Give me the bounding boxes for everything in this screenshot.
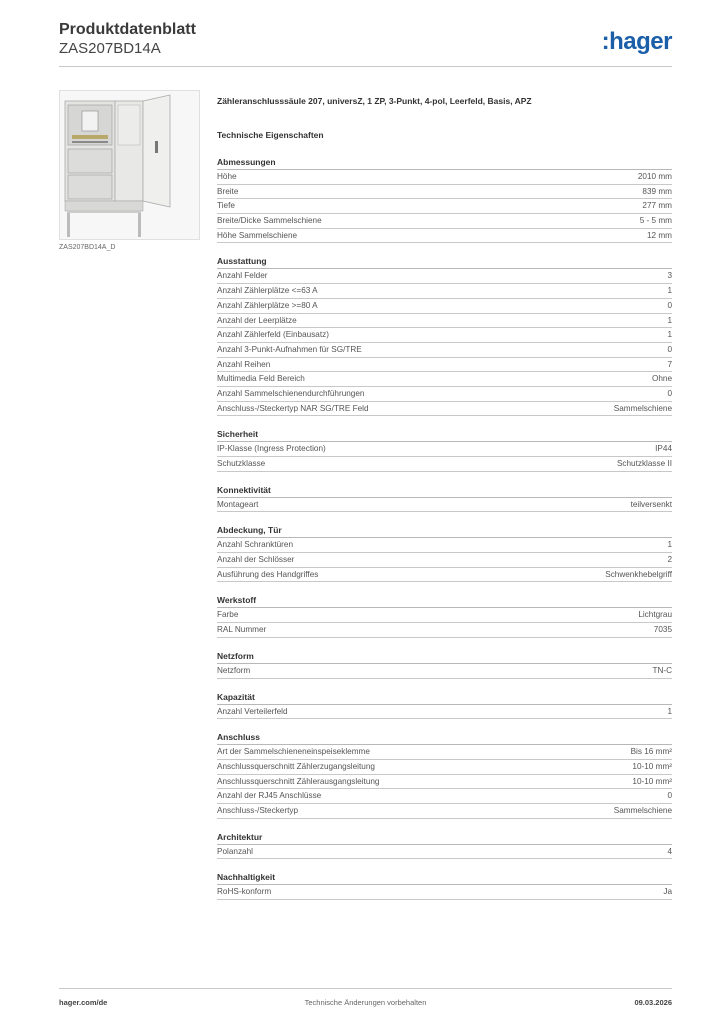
image-caption: ZAS207BD14A_D [59, 244, 116, 251]
property-section [217, 691, 672, 720]
meter-cabinet-illustration [60, 91, 199, 239]
property-sections [217, 156, 672, 900]
property-label: Höhe Sammelschiene [217, 230, 298, 240]
property-row [217, 664, 672, 679]
property-section [217, 484, 672, 513]
property-label: Höhe [217, 172, 237, 181]
property-section [217, 428, 672, 471]
property-label: Anschlussquerschnitt Zählerzugangsleitung [217, 761, 375, 771]
property-label: Anzahl Felder [217, 271, 268, 281]
property-label: IP-Klasse (Ingress Protection) [217, 444, 326, 454]
property-value: 839 mm [642, 186, 672, 196]
property-value: 12 mm [646, 230, 672, 240]
footer-website[interactable]: hager.com/de [59, 998, 108, 1007]
property-row [217, 229, 672, 244]
document-title: Produktdatenblatt [59, 21, 196, 38]
property-value: 4 [667, 846, 672, 856]
article-number: ZAS207BD14A [59, 40, 161, 57]
property-label: Breite [217, 186, 239, 196]
property-label: Farbe [217, 610, 239, 620]
property-row [217, 760, 672, 775]
hager-logo-text: :hager [601, 28, 672, 55]
property-row [217, 845, 672, 860]
property-row [217, 568, 672, 583]
property-row [217, 299, 672, 314]
technical-properties-heading: Technische Eigenschaften [217, 130, 324, 140]
property-value: IP44 [655, 444, 672, 454]
property-row [217, 328, 672, 343]
property-label: RoHS-konform [217, 887, 272, 897]
property-section [217, 524, 672, 582]
product-description: Zähleranschlusssäule 207, universZ, 1 ZP, 3-Punkt, 4-pol, Leerfeld, Basis, APZ [217, 96, 532, 106]
property-label: RAL Nummer [217, 625, 267, 635]
property-label: Anzahl Schranktüren [217, 540, 294, 550]
property-row [217, 284, 672, 299]
property-label: Anzahl der RJ45 Anschlüsse [217, 791, 322, 801]
property-label: Multimedia Feld Bereich [217, 374, 305, 384]
product-image [59, 90, 200, 240]
property-label: Anzahl Reihen [217, 359, 271, 369]
property-value: 2010 mm [637, 172, 672, 181]
property-row [217, 170, 672, 185]
property-label: Anschlussquerschnitt Zählerausgangsleitung [217, 776, 380, 786]
property-value: 10-10 mm² [632, 776, 672, 786]
property-row [217, 775, 672, 790]
property-value: 1 [667, 706, 672, 716]
section-title: Anschluss [217, 731, 672, 745]
property-row [217, 343, 672, 358]
property-label: Anzahl der Leerplätze [217, 315, 297, 325]
property-label: Anschluss-/Steckertyp [217, 805, 298, 815]
property-row [217, 358, 672, 373]
page-header [59, 20, 672, 58]
property-section [217, 831, 672, 860]
property-label: Ausführung des Handgriffes [217, 569, 319, 579]
section-title: Sicherheit [217, 428, 672, 442]
property-label: Anschluss-/Steckertyp NAR SG/TRE Feld [217, 403, 369, 413]
property-value: 0 [667, 791, 672, 801]
property-label: Anzahl Zählerfeld (Einbausatz) [217, 330, 329, 340]
property-row [217, 387, 672, 402]
footer-disclaimer: Technische Änderungen vorbehalten [304, 998, 427, 1007]
property-row [217, 185, 672, 200]
property-row [217, 804, 672, 819]
property-row [217, 442, 672, 457]
property-value: 10-10 mm² [632, 761, 672, 771]
property-section [217, 871, 672, 900]
section-title: Nachhaltigkeit [217, 871, 672, 885]
property-label: Anzahl Verteilerfeld [217, 706, 288, 716]
property-row [217, 608, 672, 623]
property-row [217, 553, 672, 568]
property-row [217, 705, 672, 720]
property-label: Anzahl Sammelschienendurchführungen [217, 388, 365, 398]
property-value: teilversenkt [630, 499, 672, 509]
property-row [217, 623, 672, 638]
section-title: Netzform [217, 650, 672, 664]
property-value: Sammelschiene [613, 805, 672, 815]
property-label: Schutzklasse [217, 459, 266, 468]
property-row [217, 269, 672, 284]
property-label: Anzahl Zählerplätze >=80 A [217, 300, 318, 310]
property-section [217, 731, 672, 818]
footer-date: 09.03.2026 [634, 998, 672, 1007]
property-section [217, 650, 672, 679]
section-title: Abmessungen [217, 156, 672, 170]
property-value: 1 [667, 330, 672, 340]
property-label: Polanzahl [217, 846, 253, 856]
property-label: Breite/Dicke Sammelschiene [217, 216, 322, 226]
property-value: 0 [667, 344, 672, 354]
hager-logo [602, 28, 672, 56]
property-value: Schutzklasse II [616, 459, 672, 468]
property-value: 0 [667, 300, 672, 310]
property-row [217, 789, 672, 804]
section-title: Kapazität [217, 691, 672, 705]
property-value: Ja [663, 887, 672, 897]
property-label: Anzahl der Schlösser [217, 555, 295, 565]
property-value: 7 [667, 359, 672, 369]
property-value: Sammelschiene [613, 403, 672, 413]
property-row [217, 538, 672, 553]
property-value: Schwenkhebelgriff [605, 569, 672, 579]
property-value: 0 [667, 388, 672, 398]
property-section [217, 255, 672, 416]
datasheet-content [217, 95, 672, 900]
property-row [217, 457, 672, 472]
property-row [217, 214, 672, 229]
property-value: TN-C [652, 665, 672, 675]
header-divider [59, 66, 672, 67]
property-row [217, 199, 672, 214]
property-row [217, 372, 672, 387]
property-value: Bis 16 mm² [630, 747, 672, 757]
property-row [217, 885, 672, 900]
property-value: 3 [667, 271, 672, 281]
property-value: 1 [667, 315, 672, 325]
property-row [217, 402, 672, 417]
section-title: Konnektivität [217, 484, 672, 498]
section-title: Architektur [217, 831, 672, 845]
property-row [217, 314, 672, 329]
property-value: 277 mm [642, 201, 672, 211]
section-title: Werkstoff [217, 594, 672, 608]
property-row [217, 498, 672, 513]
property-value: 5 - 5 mm [639, 216, 672, 226]
property-value: 1 [667, 540, 672, 550]
property-row [217, 745, 672, 760]
property-label: Netzform [217, 665, 251, 675]
section-title: Abdeckung, Tür [217, 524, 672, 538]
property-value: Lichtgrau [638, 610, 672, 620]
property-value: 1 [667, 286, 672, 296]
property-label: Tiefe [217, 201, 235, 211]
footer-divider [59, 988, 672, 989]
property-section [217, 594, 672, 637]
property-label: Anzahl Zählerplätze <=63 A [217, 286, 318, 296]
property-value: 7035 [653, 625, 672, 635]
property-label: Montageart [217, 499, 259, 509]
section-title: Ausstattung [217, 255, 672, 269]
property-section [217, 156, 672, 243]
property-value: Ohne [651, 374, 672, 384]
property-label: Anzahl 3-Punkt-Aufnahmen für SG/TRE [217, 344, 362, 354]
property-value: 2 [667, 555, 672, 565]
property-label: Art der Sammelschieneneinspeiseklemme [217, 747, 370, 757]
